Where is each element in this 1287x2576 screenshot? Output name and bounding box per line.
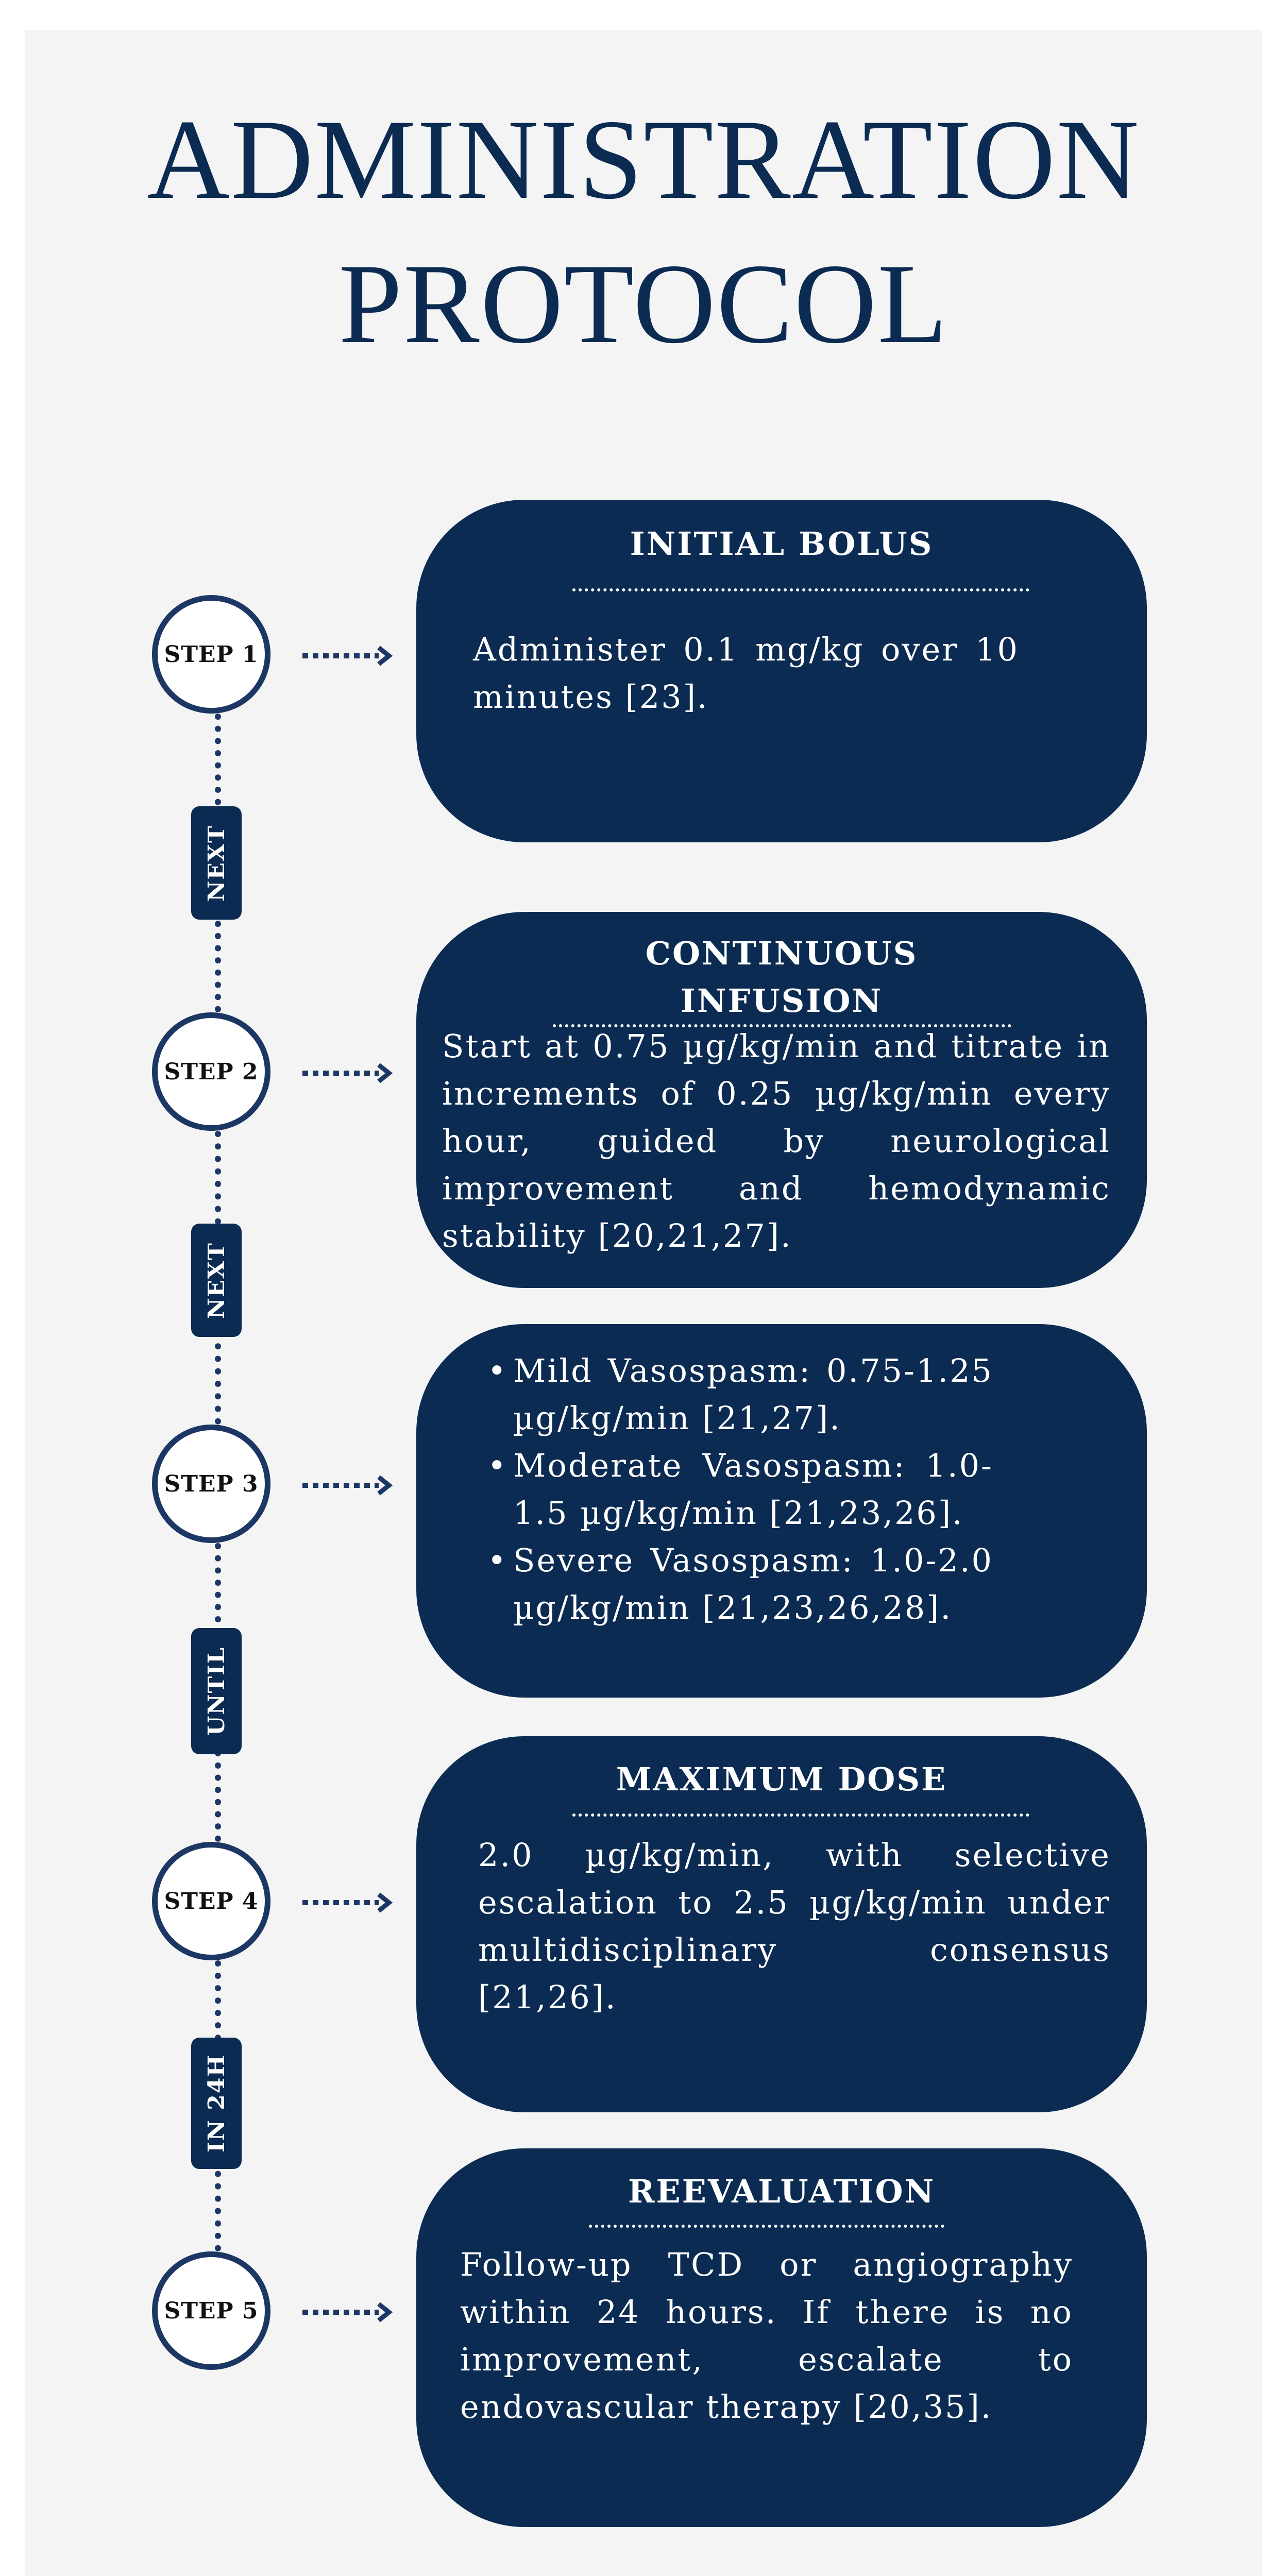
step-2-circle: STEP 2 xyxy=(152,1012,270,1131)
list-item xyxy=(478,1537,993,1632)
bullet-icon: • xyxy=(487,1352,508,1389)
transition-label: UNTIL xyxy=(203,1647,230,1736)
bullet-icon: • xyxy=(487,1447,508,1484)
step-5-circle: STEP 5 xyxy=(152,2251,270,2370)
heading-divider xyxy=(572,588,1029,591)
list-item xyxy=(478,1442,993,1537)
dotted-arrow-icon xyxy=(301,1892,394,1913)
list-item-text: Moderate Vasospasm: 1.0-1.5 µg/kg/min [21,23,26]. xyxy=(513,1447,993,1532)
card-body: 2.0 µg/kg/min, with selective escalation to 2.5 µg/kg/min under multidisciplinary consensus [21,26]. xyxy=(478,1836,1111,2016)
title-line-1: ADMINISTRATION xyxy=(147,96,1140,223)
transition-tag xyxy=(191,1628,242,1754)
dotted-arrow-icon xyxy=(301,2302,394,2323)
transition-label: NEXT xyxy=(203,1242,230,1319)
card-heading: INITIAL BOLUS xyxy=(630,525,934,563)
step-2-card xyxy=(416,912,1147,1288)
transition-label: NEXT xyxy=(203,824,230,902)
card-heading: REEVALUATION xyxy=(628,2173,936,2210)
card-body: Start at 0.75 µg/kg/min and titrate in increments of 0.25 µg/kg/min every hour, guided by neurological improvement and hemodynamic stability [20,21,27]. xyxy=(442,1027,1111,1255)
step-3-circle: STEP 3 xyxy=(152,1425,270,1543)
list-item-text: Severe Vasospasm: 1.0-2.0 µg/kg/min [21,23,26,28]. xyxy=(513,1541,993,1626)
card-body: Administer 0.1 mg/kg over 10 minutes [23]. xyxy=(473,631,1019,716)
step-3-card xyxy=(416,1324,1147,1698)
heading-divider xyxy=(589,2225,944,2228)
step-5-card xyxy=(416,2148,1147,2527)
list-item xyxy=(478,1347,993,1442)
step-1-circle: STEP 1 xyxy=(152,595,270,714)
step-4-circle: STEP 4 xyxy=(152,1842,270,1960)
step-4-card xyxy=(416,1736,1147,2112)
dotted-arrow-icon xyxy=(301,1475,394,1496)
step-1-card xyxy=(416,500,1147,842)
transition-tag xyxy=(191,1224,242,1337)
card-body: Follow-up TCD or angiography within 24 hours. If there is no improvement, escalate to endovascular therapy [20,35]. xyxy=(460,2246,1073,2426)
dose-list xyxy=(478,1347,993,1632)
heading-divider xyxy=(572,1814,1029,1817)
transition-label: IN 24H xyxy=(203,2054,230,2153)
dotted-arrow-icon xyxy=(301,646,394,666)
title-line-2: PROTOCOL xyxy=(338,241,949,367)
dotted-arrow-icon xyxy=(301,1063,394,1083)
transition-tag xyxy=(191,806,242,920)
bullet-icon: • xyxy=(487,1541,508,1579)
card-heading: CONTINUOUS INFUSION xyxy=(645,935,918,1020)
transition-tag xyxy=(191,2038,242,2169)
list-item-text: Mild Vasospasm: 0.75-1.25 µg/kg/min [21,27]. xyxy=(513,1352,993,1437)
page-title xyxy=(25,88,1262,376)
card-heading: MAXIMUM DOSE xyxy=(616,1760,947,1798)
